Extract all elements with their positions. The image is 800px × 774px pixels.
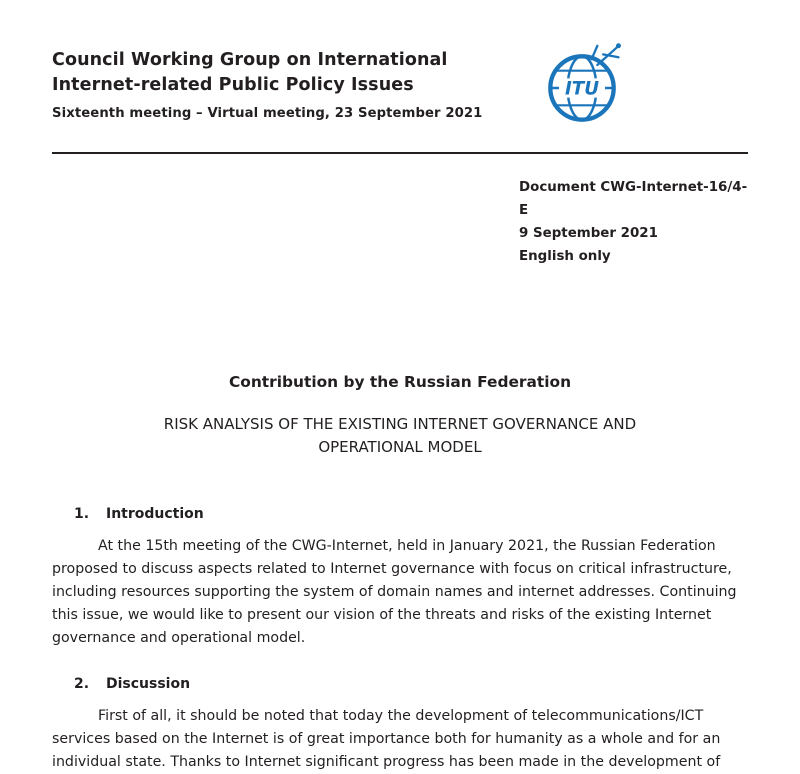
organization-title-line-2: Internet-related Public Policy Issues	[52, 75, 414, 96]
section-introduction	[52, 506, 748, 650]
document-language: English only	[519, 249, 611, 265]
section-number: 2.	[74, 676, 90, 693]
meeting-subtitle: Sixteenth meeting – Virtual meeting, 23 September 2021	[52, 105, 483, 121]
section-heading	[52, 676, 748, 692]
section-discussion	[52, 676, 748, 774]
section-title: Introduction	[106, 506, 204, 523]
section-paragraph	[52, 705, 748, 774]
header-divider	[52, 152, 748, 154]
header-title-block	[52, 44, 482, 121]
section-heading	[52, 506, 748, 522]
section-number: 1.	[74, 506, 90, 523]
document-reference-block	[52, 176, 748, 268]
contribution-line: Contribution by the Russian Federation	[228, 373, 572, 392]
organization-title-line-1: Council Working Group on International	[52, 50, 448, 70]
itu-logo-icon	[534, 40, 630, 136]
svg-text:ITU: ITU	[564, 78, 600, 100]
document-number: Document CWG-Internet-16/4-E	[519, 180, 748, 219]
section-paragraph-text: At the 15th meeting of the CWG-Internet, held in January 2021, the Russian Federation proposed to discuss aspects related to Internet governance with focus on critical infrastructure, including resources supporting the system of domain names and internet addresses. Continuing this issue, we would like to present our vision of the threats and risks of the existing Internet governance and operational model.	[52, 538, 737, 647]
section-paragraph	[52, 535, 748, 650]
section-paragraph-text: First of all, it should be noted that today the development of telecommunications/ICT services based on the Internet is of great importance both for humanity as a whole and for an individual state. Thanks to Internet significant progress has been made in the development of	[52, 708, 721, 771]
document-date: 9 September 2021	[519, 226, 658, 242]
document-header	[52, 44, 748, 136]
page-title: RISK ANALYSIS OF THE EXISTING INTERNET GOVERNANCE AND OPERATIONAL MODEL	[163, 415, 637, 456]
section-title: Discussion	[106, 676, 191, 693]
